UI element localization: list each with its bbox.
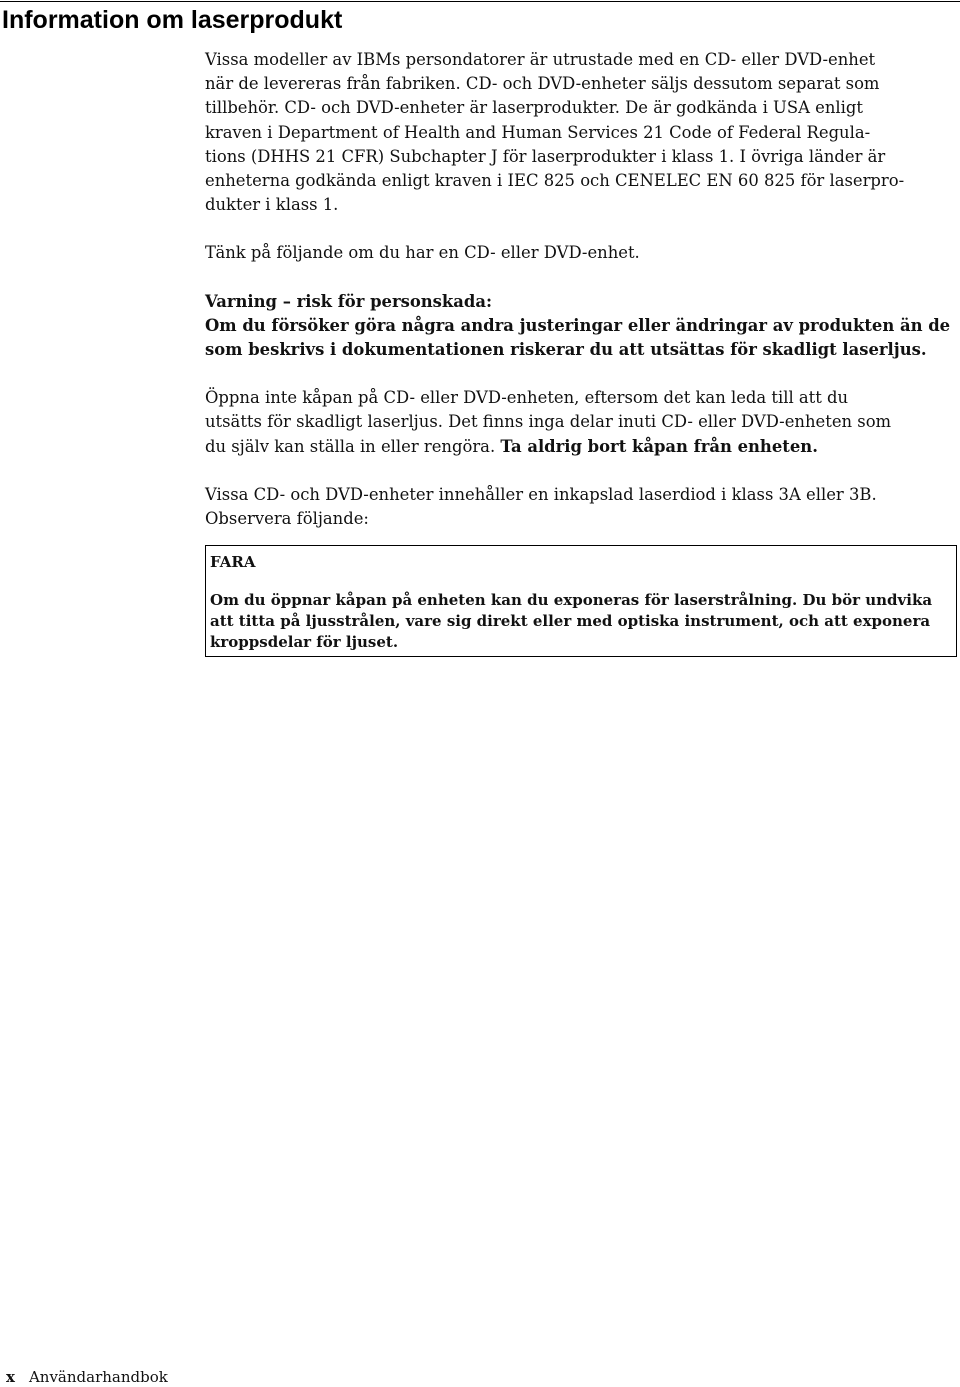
- page-number: x: [6, 1368, 15, 1386]
- text-line: Om du öppnar kåpan på enheten kan du exponeras för laserstrålning. Du bör undvika: [210, 591, 933, 609]
- cover-text: du själv kan ställa in eller rengöra.: [205, 436, 496, 456]
- text-line: att titta på ljusstrålen, vare sig direkt eller med optiska instrument, och att exponera: [210, 612, 931, 630]
- text-line: Vissa CD- och DVD-enheter innehåller en inkapslad laserdiod i klass 3A eller 3B.: [205, 484, 877, 504]
- text-line: tillbehör. CD- och DVD-enheter är laserprodukter. De är godkända i USA enligt: [205, 98, 863, 118]
- danger-title: FARA: [210, 553, 256, 571]
- text-line: kroppsdelar för ljuset.: [210, 633, 399, 651]
- page-title: Information om laserprodukt: [2, 6, 343, 34]
- warning-title: Varning – risk för personskada:: [205, 291, 493, 311]
- top-rule: [0, 1, 960, 2]
- text-line: kraven i Department of Health and Human Services 21 Code of Federal Regula-: [205, 122, 871, 142]
- main-content: [205, 48, 955, 555]
- text-line: Vissa modeller av IBMs persondatorer är utrustade med en CD- eller DVD-enhet: [205, 50, 876, 69]
- danger-body: [210, 590, 932, 653]
- cover-paragraph: [205, 386, 955, 459]
- text-line: Observera följande:: [205, 509, 369, 529]
- note-paragraph: [205, 241, 955, 265]
- text-line: som beskrivs i dokumentationen riskerar du att utsättas för skadligt laserljus.: [205, 340, 927, 360]
- text-line: tions (DHHS 21 CFR) Subchapter J för laserprodukter i klass 1. I övriga länder är: [205, 146, 886, 166]
- text-line: dukter i klass 1.: [205, 195, 339, 215]
- cover-emphasis: Ta aldrig bort kåpan från enheten.: [500, 436, 818, 456]
- text-line: [205, 435, 955, 459]
- danger-notice-box: [205, 545, 957, 657]
- text-line: utsätts för skadligt laserljus. Det finns inga delar inuti CD- eller DVD-enheten som: [205, 412, 892, 432]
- warning-notice: [205, 290, 955, 363]
- text-line: enheterna godkända enligt kraven i IEC 825 och CENELEC EN 60 825 för laserpro-: [205, 171, 905, 191]
- intro-paragraph: [205, 48, 955, 217]
- text-line: Om du försöker göra några andra justeringar eller ändringar av produkten än de: [205, 315, 951, 335]
- text-line: Tänk på följande om du har en CD- eller DVD-enhet.: [205, 243, 640, 263]
- text-line: Öppna inte kåpan på CD- eller DVD-enheten, eftersom det kan leda till att du: [205, 388, 849, 408]
- book-title: Användarhandbok: [28, 1368, 168, 1386]
- page-footer: [6, 1367, 168, 1387]
- class3-paragraph: [205, 483, 955, 531]
- text-line: när de levereras från fabriken. CD- och DVD-enheter säljs dessutom separat som: [205, 74, 880, 94]
